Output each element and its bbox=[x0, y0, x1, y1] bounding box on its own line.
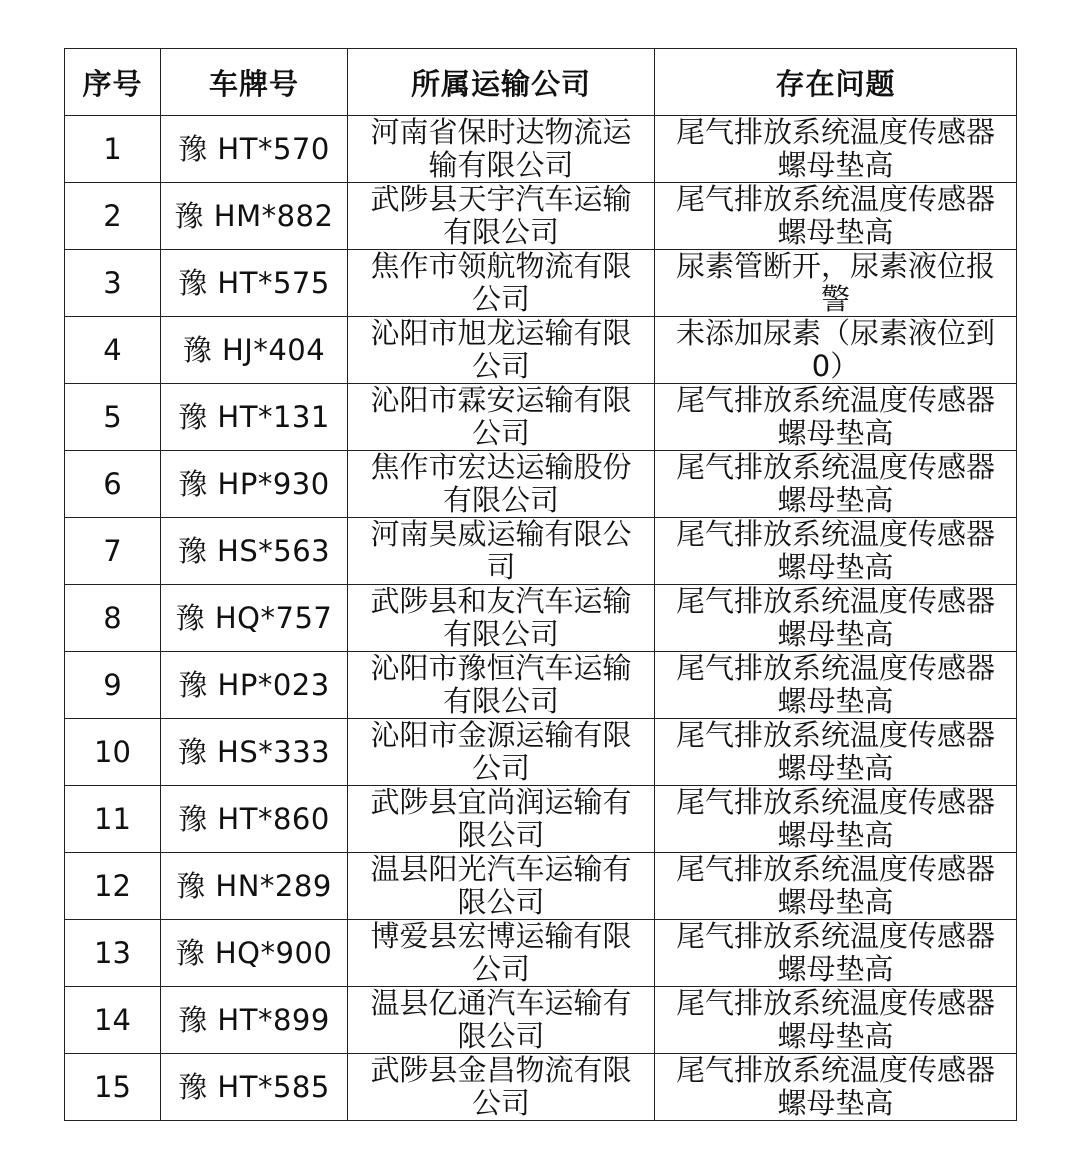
cell-plate-number: 豫 HP*023 bbox=[161, 652, 348, 719]
cell-transport-company: 焦作市领航物流有限公司 bbox=[348, 250, 655, 317]
cell-existing-issue: 尾气排放系统温度传感器螺母垫高 bbox=[655, 853, 1017, 920]
cell-existing-issue: 尾气排放系统温度传感器螺母垫高 bbox=[655, 116, 1017, 183]
cell-serial-number: 2 bbox=[65, 183, 161, 250]
cell-plate-number: 豫 HN*289 bbox=[161, 853, 348, 920]
cell-serial-number: 10 bbox=[65, 719, 161, 786]
header-plate-number: 车牌号 bbox=[161, 49, 348, 116]
cell-serial-number: 12 bbox=[65, 853, 161, 920]
cell-plate-number: 豫 HT*575 bbox=[161, 250, 348, 317]
cell-transport-company: 河南省保时达物流运输有限公司 bbox=[348, 116, 655, 183]
cell-serial-number: 15 bbox=[65, 1054, 161, 1121]
cell-transport-company: 武陟县金昌物流有限公司 bbox=[348, 1054, 655, 1121]
cell-transport-company: 河南昊威运输有限公司 bbox=[348, 518, 655, 585]
cell-serial-number: 6 bbox=[65, 451, 161, 518]
cell-transport-company: 武陟县和友汽车运输有限公司 bbox=[348, 585, 655, 652]
cell-plate-number: 豫 HS*563 bbox=[161, 518, 348, 585]
cell-existing-issue: 尾气排放系统温度传感器螺母垫高 bbox=[655, 920, 1017, 987]
cell-existing-issue: 尾气排放系统温度传感器螺母垫高 bbox=[655, 518, 1017, 585]
table-row bbox=[65, 585, 1017, 652]
cell-existing-issue: 尾气排放系统温度传感器螺母垫高 bbox=[655, 1054, 1017, 1121]
cell-serial-number: 11 bbox=[65, 786, 161, 853]
table-header-row bbox=[65, 49, 1017, 116]
cell-plate-number: 豫 HM*882 bbox=[161, 183, 348, 250]
cell-serial-number: 13 bbox=[65, 920, 161, 987]
cell-existing-issue: 尾气排放系统温度传感器螺母垫高 bbox=[655, 384, 1017, 451]
table-row bbox=[65, 652, 1017, 719]
cell-transport-company: 武陟县天宇汽车运输有限公司 bbox=[348, 183, 655, 250]
cell-existing-issue: 尾气排放系统温度传感器螺母垫高 bbox=[655, 183, 1017, 250]
cell-plate-number: 豫 HQ*900 bbox=[161, 920, 348, 987]
table-row bbox=[65, 853, 1017, 920]
cell-serial-number: 9 bbox=[65, 652, 161, 719]
cell-existing-issue: 尾气排放系统温度传感器螺母垫高 bbox=[655, 585, 1017, 652]
table-row bbox=[65, 518, 1017, 585]
cell-transport-company: 沁阳市旭龙运输有限公司 bbox=[348, 317, 655, 384]
cell-existing-issue: 尾气排放系统温度传感器螺母垫高 bbox=[655, 987, 1017, 1054]
vehicle-issue-table-container bbox=[64, 48, 1016, 1121]
cell-serial-number: 5 bbox=[65, 384, 161, 451]
cell-transport-company: 沁阳市金源运输有限公司 bbox=[348, 719, 655, 786]
cell-transport-company: 温县亿通汽车运输有限公司 bbox=[348, 987, 655, 1054]
table-row bbox=[65, 451, 1017, 518]
cell-plate-number: 豫 HS*333 bbox=[161, 719, 348, 786]
cell-existing-issue: 尾气排放系统温度传感器螺母垫高 bbox=[655, 719, 1017, 786]
cell-existing-issue: 尾气排放系统温度传感器螺母垫高 bbox=[655, 786, 1017, 853]
cell-transport-company: 焦作市宏达运输股份有限公司 bbox=[348, 451, 655, 518]
cell-transport-company: 温县阳光汽车运输有限公司 bbox=[348, 853, 655, 920]
cell-serial-number: 7 bbox=[65, 518, 161, 585]
cell-plate-number: 豫 HT*570 bbox=[161, 116, 348, 183]
header-serial-number: 序号 bbox=[65, 49, 161, 116]
cell-plate-number: 豫 HT*860 bbox=[161, 786, 348, 853]
cell-transport-company: 沁阳市豫恒汽车运输有限公司 bbox=[348, 652, 655, 719]
cell-plate-number: 豫 HT*131 bbox=[161, 384, 348, 451]
cell-serial-number: 1 bbox=[65, 116, 161, 183]
table-row bbox=[65, 183, 1017, 250]
cell-existing-issue: 尾气排放系统温度传感器螺母垫高 bbox=[655, 451, 1017, 518]
cell-serial-number: 14 bbox=[65, 987, 161, 1054]
cell-existing-issue: 未添加尿素（尿素液位到0） bbox=[655, 317, 1017, 384]
cell-transport-company: 博爱县宏博运输有限公司 bbox=[348, 920, 655, 987]
vehicle-issue-table bbox=[64, 48, 1017, 1121]
cell-plate-number: 豫 HT*899 bbox=[161, 987, 348, 1054]
cell-plate-number: 豫 HJ*404 bbox=[161, 317, 348, 384]
cell-serial-number: 4 bbox=[65, 317, 161, 384]
cell-transport-company: 武陟县宜尚润运输有限公司 bbox=[348, 786, 655, 853]
table-row bbox=[65, 786, 1017, 853]
cell-existing-issue: 尿素管断开，尿素液位报警 bbox=[655, 250, 1017, 317]
table-row bbox=[65, 250, 1017, 317]
cell-serial-number: 3 bbox=[65, 250, 161, 317]
cell-transport-company: 沁阳市霖安运输有限公司 bbox=[348, 384, 655, 451]
cell-serial-number: 8 bbox=[65, 585, 161, 652]
cell-plate-number: 豫 HT*585 bbox=[161, 1054, 348, 1121]
header-transport-company: 所属运输公司 bbox=[348, 49, 655, 116]
table-row bbox=[65, 920, 1017, 987]
table-row bbox=[65, 719, 1017, 786]
table-row bbox=[65, 987, 1017, 1054]
table-row bbox=[65, 1054, 1017, 1121]
cell-existing-issue: 尾气排放系统温度传感器螺母垫高 bbox=[655, 652, 1017, 719]
cell-plate-number: 豫 HQ*757 bbox=[161, 585, 348, 652]
table-row bbox=[65, 317, 1017, 384]
cell-plate-number: 豫 HP*930 bbox=[161, 451, 348, 518]
table-row bbox=[65, 116, 1017, 183]
header-existing-issue: 存在问题 bbox=[655, 49, 1017, 116]
table-row bbox=[65, 384, 1017, 451]
